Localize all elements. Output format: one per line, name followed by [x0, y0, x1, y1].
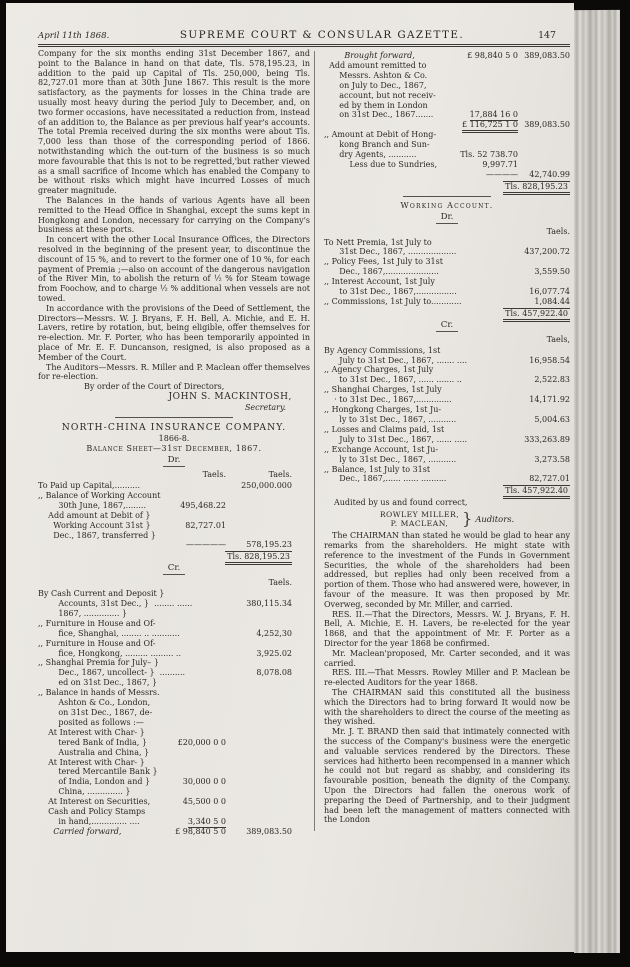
row-amount-outer: 578,195.23	[246, 540, 292, 550]
table-row	[324, 160, 570, 170]
table-row	[324, 227, 570, 237]
row-label: ,, Exchange Account, 1st Ju-	[324, 444, 439, 454]
cr-heading: Cr.	[167, 563, 181, 574]
row-label: ,, Shanghai Charges, 1st July	[324, 385, 442, 395]
balance-sheet-dr-table	[38, 470, 310, 561]
row-amount-inner: 495,468.22	[180, 500, 226, 510]
scan-bottom-edge	[0, 953, 630, 967]
table-row	[38, 619, 310, 629]
brought-forward-table	[324, 51, 570, 191]
working-account-dr-heading: Dr.	[440, 211, 454, 222]
row-amount-inner: ————	[486, 169, 518, 179]
table-row	[324, 356, 570, 366]
row-label: Working Account 31st }	[38, 520, 151, 530]
row-label: ,, Commissions, 1st July to............	[324, 296, 462, 306]
table-row	[324, 238, 570, 248]
row-label: At Interest with Char- }	[38, 727, 145, 737]
row-amount-outer: 389,083.50	[246, 826, 292, 836]
dr-heading-rule	[436, 223, 458, 224]
row-label: China, .............. }	[38, 787, 131, 797]
table-row	[324, 485, 570, 495]
row-label: ,, Balance in hands of Messrs.	[38, 688, 160, 698]
table-row	[324, 435, 570, 445]
table-row	[38, 501, 310, 511]
row-label: By Agency Commissions, 1st	[324, 345, 441, 355]
table-row	[324, 385, 570, 395]
table-row	[38, 678, 310, 688]
row-label: To Nett Premia, 1st July to	[324, 237, 432, 247]
row-amount-inner: Taels.	[202, 470, 226, 480]
row-label: Dec., 1867,.....................	[324, 267, 439, 277]
row-amount-outer: Taels,	[546, 334, 570, 344]
row-amount-outer: 389,083.50	[524, 51, 570, 60]
table-row	[324, 120, 570, 130]
brace-glyph: }	[462, 509, 473, 529]
table-row	[38, 609, 310, 619]
row-amount-inner: 30,000 0 0	[182, 777, 226, 787]
row-label: ,, Policy Fees, 1st July to 31st	[324, 257, 443, 267]
table-row	[324, 130, 570, 140]
auditor-name: P. MACLEAN,	[390, 518, 449, 528]
row-amount-inner: 9,997.71	[482, 159, 518, 169]
row-label: ,, Balance of Working Account	[38, 490, 161, 500]
paragraph: Mr. J. T. BRAND then said that intimately connected with the success of the Company's business were the energetic and valuable services rendered by the Directors. These services had hitherto been recompensed in a manner which he could not but regard as shabby, and considering its favourable position, beneath the dignity of the Company. Upon the Directors had fallen the onerous work of preparing the Deed of Partnership, and to their judgment had been left the management of matters connected with the London	[324, 727, 570, 825]
row-label: in hand,.............. ....	[38, 816, 140, 826]
row-label: ,, Losses and Claims paid, 1st	[324, 424, 445, 434]
row-label: Dec., 1867, uncollect- } ..........	[38, 668, 186, 678]
table-row	[38, 728, 310, 738]
two-column-layout	[6, 49, 574, 837]
row-label: on 31st Dec., 1867.......	[324, 110, 434, 120]
row-label: 1867, .............. }	[38, 608, 128, 618]
row-amount-outer: 333,263.89	[524, 434, 570, 444]
row-label: on July to Dec., 1867,	[324, 80, 427, 90]
left-column	[38, 49, 310, 837]
row-amount-outer: Tls. 828,195.23	[503, 181, 570, 195]
table-row	[38, 738, 310, 748]
row-amount-inner: 17,884 16 0	[469, 110, 518, 120]
balance-sheet-title: Balance Sheet—31st December, 1867.	[86, 444, 262, 454]
right-column-text	[324, 531, 570, 825]
row-label: Brought forward,	[324, 51, 415, 60]
table-row	[324, 308, 570, 318]
table-row	[38, 718, 310, 728]
table-row	[38, 578, 310, 588]
row-label: of India, London and }	[38, 777, 151, 787]
table-row	[324, 267, 570, 277]
row-label: ed on 31st Dec., 1867, }	[38, 678, 158, 688]
table-row	[38, 797, 310, 807]
auditor-name: ROWLEY MILLER,	[379, 509, 460, 519]
row-label: Less due to Sundries,	[324, 159, 438, 169]
table-row	[324, 335, 570, 345]
row-label: ,, Balance, 1st July to 31st	[324, 464, 431, 474]
table-row	[38, 521, 310, 531]
table-row	[324, 395, 570, 405]
table-row	[38, 481, 310, 491]
table-row	[324, 455, 570, 465]
paragraph: In accordance with the provisions of the Deed of Settlement, the Directors—Messrs. W. J. Bryans, F. H. Bell, A. Michie, and E. H. Lavers, retire by rotation, but, being eligible, offer themselves for re-election. Mr. F. Porter, who has been temporarily appointed in place of Mr. E. F. Duncanson, resigned, is also proposed as a Member of the Court.	[38, 303, 310, 362]
table-row	[324, 140, 570, 150]
row-amount-outer: 380,115.34	[246, 599, 292, 608]
row-label: ,, Shanghai Premia for July– }	[38, 658, 159, 668]
row-label: on 31st Dec., 1867, de-	[38, 707, 153, 717]
table-row	[38, 649, 310, 659]
table-row	[324, 365, 570, 375]
table-row	[38, 639, 310, 649]
signature-role: Secretary.	[244, 403, 286, 413]
row-amount-outer: Taels.	[268, 470, 292, 480]
table-row	[38, 551, 310, 561]
row-amount-inner: £ 116,725 1 0	[462, 120, 518, 133]
row-label: tered Mercantile Bank }	[38, 767, 158, 777]
table-row	[324, 61, 570, 71]
row-amount-outer: Tls. 457,922.40	[503, 485, 570, 499]
row-label: By Cash Current and Deposit }	[38, 589, 165, 599]
row-label: kong Branch and Sun-	[324, 140, 430, 150]
table-row	[324, 445, 570, 455]
row-label: ,, Furniture in House and Of-	[38, 618, 156, 628]
row-label: Australia and China, }	[38, 747, 150, 757]
table-row	[324, 375, 570, 385]
row-amount-outer: 4,252,30	[256, 628, 292, 638]
row-amount-outer: Tls. 457,922.40	[503, 308, 570, 322]
row-amount-outer: 3,925.02	[256, 648, 292, 658]
row-label: ,, Interest Account, 1st July	[324, 277, 435, 287]
table-row	[38, 807, 310, 817]
table-row	[324, 51, 570, 61]
table-row	[324, 150, 570, 160]
row-amount-outer: 8,078.08	[256, 668, 292, 678]
table-row	[324, 81, 570, 91]
company-years: 1866-8.	[158, 434, 190, 444]
row-label: fice, Shanghai, ........ .. ...........	[38, 628, 180, 638]
row-label: Dec., 1867, transferred }	[38, 530, 156, 540]
row-amount-inner: Tls. 52 738.70	[460, 150, 518, 160]
page-header	[38, 29, 570, 47]
table-row	[324, 346, 570, 356]
audited-line: Audited by us and found correct,	[334, 498, 468, 508]
row-label: ,, Hongkong Charges, 1st Ju-	[324, 405, 442, 415]
row-label: 30th June, 1867,........	[38, 500, 147, 510]
section-divider	[403, 196, 491, 197]
table-row	[38, 688, 310, 698]
table-row	[324, 247, 570, 257]
table-row	[324, 405, 570, 415]
row-label: Carried forward,	[38, 826, 122, 836]
paragraph: Company for the six months ending 31st December 1867, and point to the Balance in hand on that date, Tls. 578,195.23, in addition to the paid up Capital of Tls. 250,000, being Tls. 82,727.01 more than at 30th June 1867. This result is the more satisfactory, as the payments for losses in the China trade are usually most heavy during the period July to December, and, on two former occasions, have necessitated a reduction from, instead of an addition to, the Balance as per previous half year's accounts. The total Premia received during the six months were about Tls. 7,000 less than those of the corresponding period of 1866. notwithstanding which the out-turn of the business is so much more favourable that this is not to be regretted,'but rather viewed as a small sacrifice of Income which has enabled the Company to be without risks which might have incurred Losses of much greater magnitude.	[38, 49, 310, 196]
auditors-block	[324, 509, 570, 528]
table-row	[38, 748, 310, 758]
row-amount-inner: 82,727.01	[185, 520, 226, 530]
row-amount-outer: 437,200.72	[524, 247, 570, 257]
by-order-line: By order of the Court of Directors,	[84, 382, 225, 392]
working-account-cr-heading: Cr.	[440, 319, 454, 330]
row-label: tered Bank of India, }	[38, 737, 147, 747]
row-amount-outer: 16,077.74	[529, 287, 570, 297]
row-amount-outer: 3,559.50	[534, 267, 570, 277]
working-account-dr-table	[324, 227, 570, 318]
row-label: account, but not receiv-	[324, 90, 436, 100]
table-row	[324, 297, 570, 307]
row-amount-inner: £20,000 0 0	[177, 737, 226, 747]
row-label: Add amount at Debit of }	[38, 510, 151, 520]
table-row	[38, 787, 310, 797]
table-row	[324, 91, 570, 101]
paragraph: In concert with the other Local Insurance Offices, the Directors resolved in the beginning of the present year, to discontinue the discount of 15 %, and to revert to the former one of 10 %, for each payment of Premia ;—also on account of the dangerous navigation of the River Min, to abolish the return of ½ % for Steam towage from Foochow, and to charge ½ % additional when vessels are not towed.	[38, 235, 310, 303]
table-row	[324, 181, 570, 191]
row-amount-outer: Taels.	[268, 578, 292, 588]
row-label: ly to 31st Dec., 1867, ...........	[324, 454, 457, 464]
cr-heading-rule	[436, 331, 458, 332]
paragraph: RES. II.—That the Directors, Messrs. W. J. Bryans, F. H. Bell, A. Michie, E. H. Lavers, be re-elected for the year 1868, and that the appointment of Mr. F. Porter as a Director for the year 1868 be confirmed.	[324, 609, 570, 648]
row-amount-inner: 3,340 5 0	[187, 816, 226, 826]
table-row	[324, 465, 570, 475]
table-row	[324, 257, 570, 267]
dr-heading-rule	[163, 466, 185, 467]
table-row	[38, 589, 310, 599]
table-row	[38, 767, 310, 777]
table-row	[38, 629, 310, 639]
row-label: to 31st Dec., 1867,................	[324, 287, 457, 297]
row-amount-outer: 16,958.54	[529, 355, 570, 365]
row-label: posited as follows :—	[38, 717, 144, 727]
row-label: fice, Hongkong, ......... ......... ..	[38, 648, 182, 658]
row-amount-outer: 5,004.63	[534, 415, 570, 424]
company-name-heading: NORTH-CHINA INSURANCE COMPANY.	[61, 422, 287, 434]
row-label: ,, Agency Charges, 1st July	[324, 365, 434, 375]
row-label: Cash and Policy Stamps	[38, 807, 146, 817]
table-row	[324, 415, 570, 425]
row-amount-outer: 3,273.58	[534, 454, 570, 464]
row-amount-outer: 42,740.99	[529, 169, 570, 179]
header-date: April 11th 1868.	[38, 31, 110, 41]
newspaper-page	[6, 3, 574, 952]
row-label: To Paid up Capital,..........	[38, 480, 140, 490]
row-amount-outer: 2,522.83	[534, 375, 570, 385]
table-row	[38, 758, 310, 768]
row-amount-outer: 82,727.01	[529, 474, 570, 484]
table-row	[38, 658, 310, 668]
table-row	[38, 491, 310, 501]
table-row	[38, 470, 310, 480]
row-amount-inner: £ 98,840 5 0	[467, 51, 518, 60]
table-row	[324, 287, 570, 297]
row-label: ,, Furniture in House and Of-	[38, 638, 156, 648]
paragraph: RES. III.—That Messrs. Rowley Miller and P. Maclean be re-elected Auditors for the year 1868.	[324, 668, 570, 688]
row-amount-outer: 250,000.000	[241, 480, 292, 490]
row-label: Messrs. Ashton & Co.	[324, 70, 428, 80]
table-row	[324, 71, 570, 81]
paragraph: Mr. Maclean'proposed, Mr. Carter seconded, and it was carried.	[324, 648, 570, 668]
row-amount-inner: —————	[186, 540, 226, 550]
row-label: July to 31st Dec., 1867, ...... .....	[324, 434, 468, 444]
table-row	[324, 170, 570, 180]
row-label: 31st Dec., 1867, ...................	[324, 247, 457, 257]
working-account-cr-table	[324, 335, 570, 495]
row-label: ly to 31st Dec., 1867, ...........	[324, 415, 457, 424]
signature-name: JOHN S. MACKINTOSH,	[168, 392, 292, 403]
row-label: · to 31st Dec., 1867,..............	[324, 395, 452, 405]
paragraph: The Auditors—Messrs. R. Miller and P. Maclean offer themselves for re-election.	[38, 362, 310, 382]
table-row	[38, 817, 310, 827]
row-label: dry Agents, ...........	[324, 150, 417, 160]
paragraph: The CHAIRMAN than stated he would be glad to hear any remarks from the shareholders. He might state with reference to the investment of the Funds in Government Securities, the whole of the shareholders had been addressed, but replies had only been received from a portion of them. Those who had answered were, however, in favour of the measure. It was then proposed by Mr. Overweg, seconded by Mr. Miller, and carried.	[324, 531, 570, 609]
page-stack-texture	[574, 10, 620, 957]
row-label: Add amount remitted to	[324, 60, 427, 70]
table-row	[38, 708, 310, 718]
row-amount-outer: Tls. 828,195.23	[225, 551, 292, 565]
table-row	[324, 110, 570, 120]
row-label: Ashton & Co., London,	[38, 698, 151, 708]
book-page-edges	[574, 0, 630, 967]
paragraph: The Balances in the hands of various Agents have all been remitted to the Head Office in Shanghai, except the sums kept in Hongkong and London, necessary for carrying on the Company's business at these ports.	[38, 195, 310, 235]
row-amount-outer: 389,083.50	[524, 120, 570, 130]
row-label: At Interest with Char- }	[38, 757, 145, 767]
right-column	[315, 49, 574, 837]
table-row	[324, 101, 570, 111]
row-amount-inner: 45,500 0 0	[182, 797, 226, 807]
table-row	[38, 511, 310, 521]
page-number: 147	[538, 30, 556, 41]
table-row	[38, 599, 310, 609]
cr-heading-rule	[163, 574, 185, 575]
row-label: ,, Amount at Debit of Hong-	[324, 130, 437, 140]
row-label: At Interest on Securities,	[38, 797, 151, 807]
table-row	[324, 474, 570, 484]
row-label: Accounts, 31st Dec., } ........ ......	[38, 599, 193, 608]
table-row	[38, 827, 310, 837]
table-row	[38, 698, 310, 708]
section-divider	[115, 417, 233, 418]
auditor-names	[380, 510, 459, 528]
gazette-title: SUPREME COURT & CONSULAR GAZETTE.	[179, 29, 465, 41]
table-row	[324, 277, 570, 287]
row-amount-outer: 1,084.44	[534, 296, 570, 306]
dr-heading: Dr.	[167, 455, 181, 466]
row-label: ed by them in London	[324, 100, 428, 110]
table-row	[38, 540, 310, 550]
table-row	[38, 777, 310, 787]
balance-sheet-cr-table	[38, 578, 310, 837]
paragraph: The CHAIRMAN said this constituted all the business which the Directors had to bring forward It would now be with the shareholders to direct the course of the meeting as they wished.	[324, 687, 570, 727]
row-amount-inner: £ 98,840 5 0	[175, 826, 226, 836]
row-amount-outer: Taels.	[546, 226, 570, 236]
table-row	[38, 531, 310, 541]
working-account-heading: Working Account.	[400, 200, 494, 210]
row-label: Dec., 1867,...... ...... ..........	[324, 474, 447, 484]
row-label: to 31st Dec., 1867, ...... ....... ..	[324, 375, 462, 385]
auditors-label: Auditors.	[475, 513, 515, 524]
table-row	[38, 668, 310, 678]
row-label: July to 31st Dec., 1867, ....... ....	[324, 355, 468, 365]
table-row	[324, 425, 570, 435]
row-amount-outer: 14,171.92	[529, 395, 570, 405]
